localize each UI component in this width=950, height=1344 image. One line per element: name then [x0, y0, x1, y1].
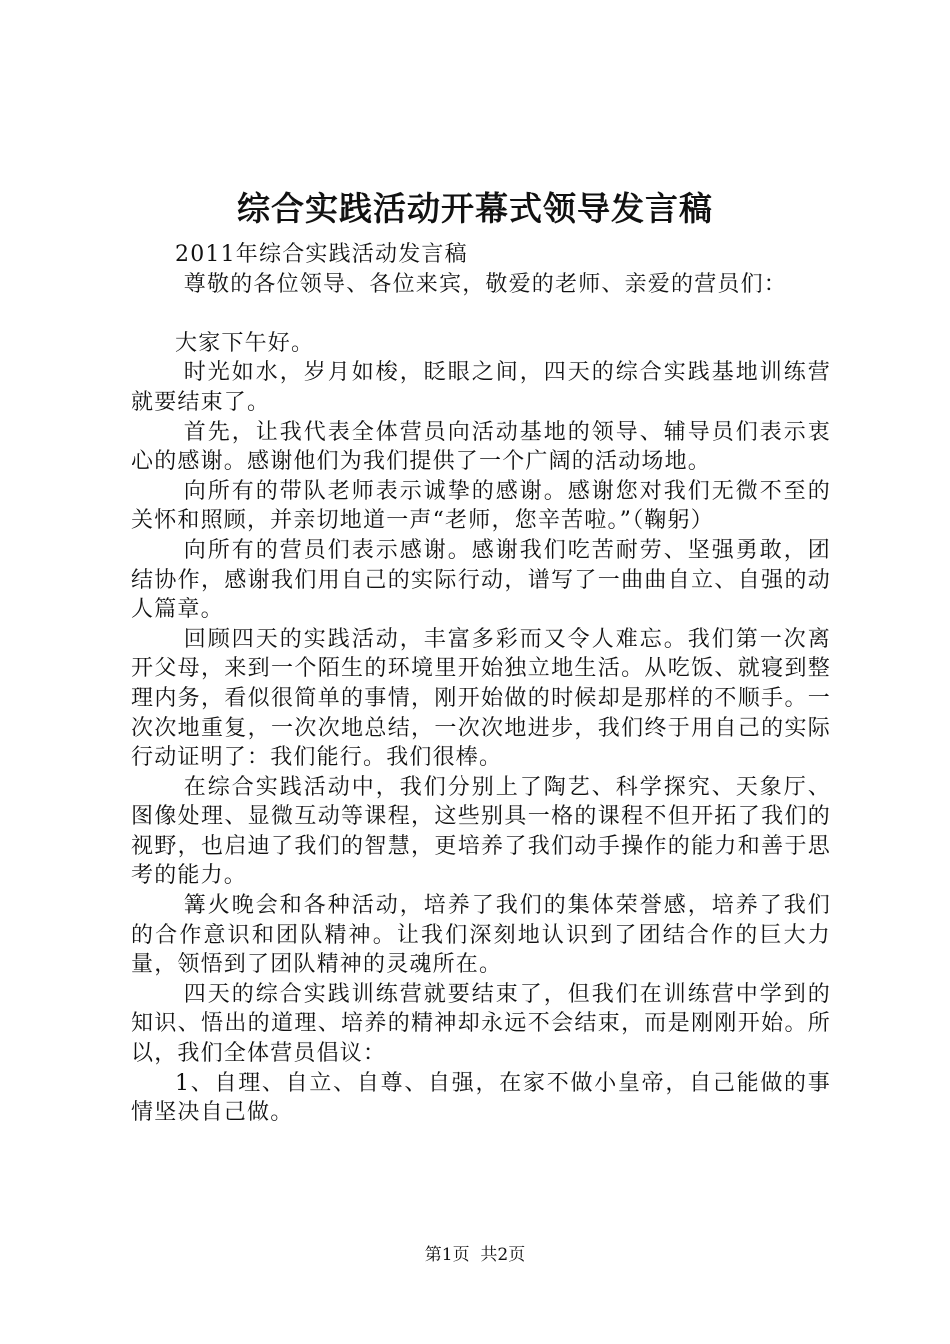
body-paragraph: 首先，让我代表全体营员向活动基地的领导、辅导员们表示衷心的感谢。感谢他们为我们提供了一个广阔的活动场地。	[131, 419, 831, 475]
salutation-paragraph: 尊敬的各位领导、各位来宾，敬爱的老师、亲爱的营员们：	[183, 271, 787, 297]
document-body	[131, 240, 831, 1128]
body-paragraph: 在综合实践活动中，我们分别上了陶艺、科学探究、天象厅、图像处理、显微互动等课程，这些别具一格的课程不但开拓了我们的视野，也启迪了我们的智慧，更培养了我们动手操作的能力和善于思考的能力。	[131, 774, 831, 889]
document-title: 综合实践活动开幕式领导发言稿	[237, 189, 713, 228]
body-paragraph: 篝火晚会和各种活动，培养了我们的集体荣誉感，培养了我们的合作意识和团队精神。让我们深刻地认识到了团结合作的巨大力量，领悟到了团队精神的灵魂所在。	[131, 893, 831, 978]
page-footer	[0, 1244, 950, 1266]
body-paragraph: 回顾四天的实践活动，丰富多彩而又令人难忘。我们第一次离开父母，来到一个陌生的环境里开始独立地生活。从吃饭、就寝到整理内务，看似很简单的事情，刚开始做的时候却是那样的不顺手。一次次地重复，一次次地总结，一次次地进步，我们终于用自己的实际行动证明了：我们能行。我们很棒。	[131, 626, 831, 771]
body-paragraph: 向所有的带队老师表示诚挚的感谢。感谢您对我们无微不至的关怀和照顾，并亲切地道一声“老师，您辛苦啦。”（鞠躬）	[131, 478, 831, 534]
greeting-paragraph: 大家下午好。	[175, 330, 315, 356]
subtitle-paragraph: 2011年综合实践活动发言稿	[175, 242, 468, 267]
body-paragraph: 向所有的营员们表示感谢。感谢我们吃苦耐劳、坚强勇敢，团结协作，感谢我们用自己的实际行动，谱写了一曲曲自立、自强的动人篇章。	[131, 537, 831, 623]
page-number-label: 第1页 共2页	[424, 1245, 526, 1265]
list-item-paragraph: 1、自理、自立、自尊、自强，在家不做小皇帝，自己能做的事情坚决自己做。	[131, 1070, 831, 1126]
body-paragraph: 时光如水，岁月如梭，眨眼之间，四天的综合实践基地训练营就要结束了。	[131, 360, 831, 415]
body-paragraph: 四天的综合实践训练营就要结束了，但我们在训练营中学到的知识、悟出的道理、培养的精神却永远不会结束，而是刚刚开始。所以，我们全体营员倡议：	[131, 981, 831, 1067]
